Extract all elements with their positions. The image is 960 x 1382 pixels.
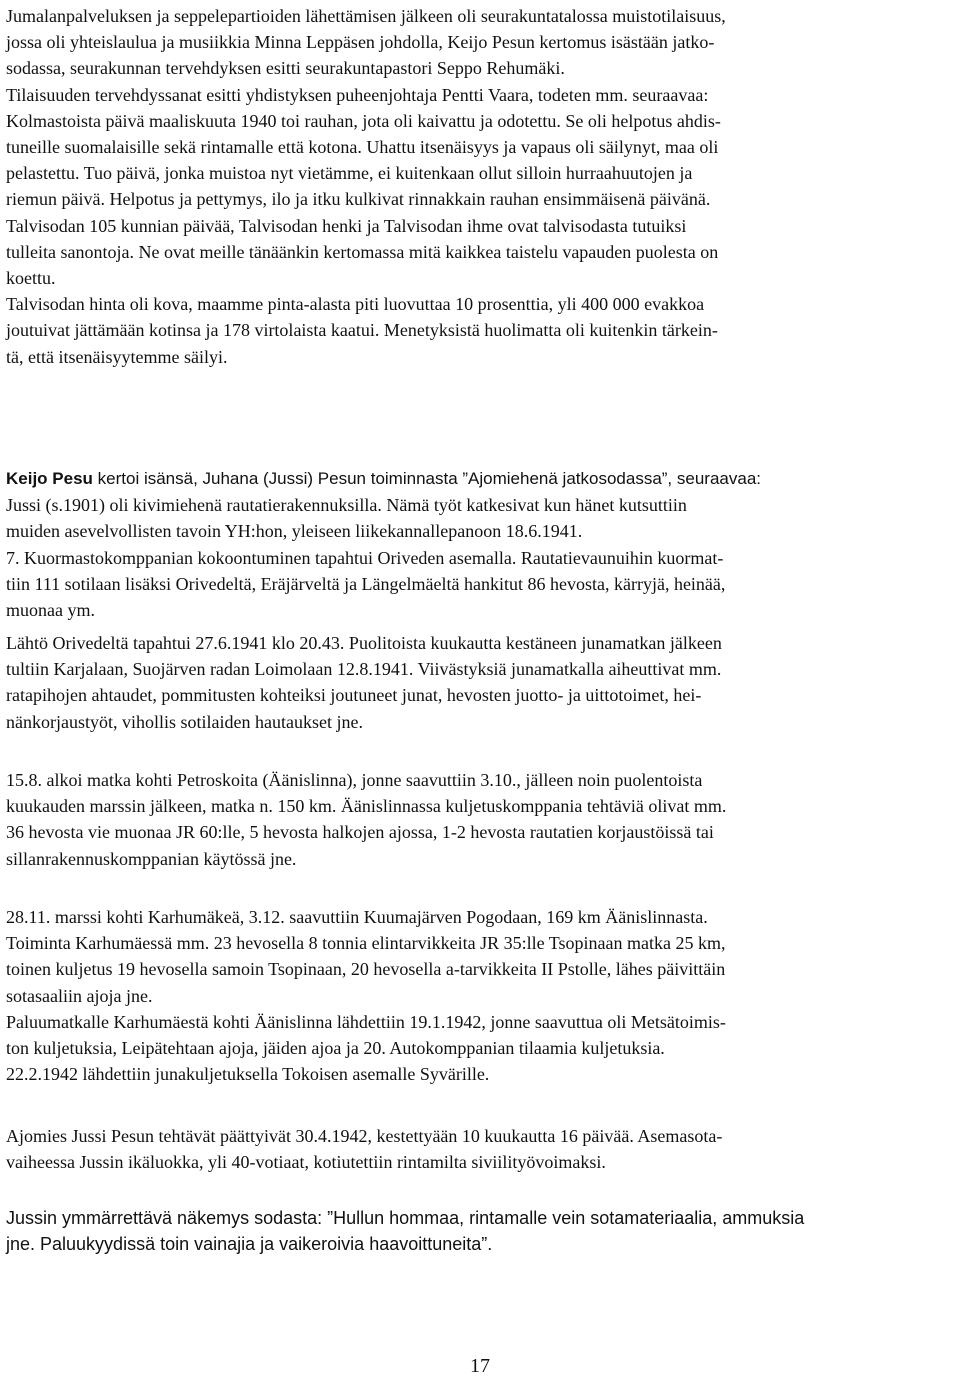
text-line: ton kuljetuksia, Leipätehtaan ajoja, jäiden ajoa ja 20. Autokomppanian tilaamia kuljetuksia. — [6, 1038, 665, 1059]
text-line: koettu. — [6, 268, 56, 289]
paragraph-keijo-pesu — [6, 465, 954, 623]
text-line: vaiheessa Jussin ikäluokka, yli 40-votiaat, kotiutettiin rintamilta siviilityövoimaksi. — [6, 1152, 606, 1173]
text-line: sodassa, seurakunnan tervehdyksen esitti seurakuntapastori Seppo Rehumäki. — [6, 58, 565, 79]
paragraph-memorial — [6, 3, 954, 370]
text-line: tultiin Karjalaan, Suojärven radan Loimolaan 12.8.1941. Viivästyksiä junamatkalla aiheuttivat mm. — [6, 659, 722, 680]
text-line: Ajomies Jussi Pesun tehtävät päättyivät 30.4.1942, kestettyään 10 kuukautta 16 päivää. Asemasota- — [6, 1126, 723, 1146]
text-line: tiin 111 sotilaan lisäksi Orivedeltä, Eräjärveltä ja Längelmäeltä hankitut 86 hevosta, kärryjä, heinää, — [6, 573, 726, 594]
text-line: Toiminta Karhumäessä mm. 23 hevosella 8 tonnia elintarvikkeita JR 35:lle Tsopinaan matka 25 km, — [6, 933, 726, 954]
text-line: jossa oli yhteislaulua ja musiikkia Minna Leppäsen johdolla, Keijo Pesun kertomus isästään jatko- — [6, 32, 715, 53]
text-line: joutuivat jättämään kotinsa ja 178 virtolaista kaatui. Menetyksistä huolimatta oli kuitenkin tärkein- — [6, 320, 718, 341]
text-line: tulleita sanontoja. Ne ovat meille tänäänkin kertomassa mitä kaikkea taistelu vapauden puolesta on — [6, 241, 719, 262]
text-line: Talvisodan hinta oli kova, maamme pinta-alasta piti luovuttaa 10 prosenttia, yli 400 000 evakkoa — [6, 294, 705, 315]
text-line: muiden asevelvollisten tavoin YH:hon, yleiseen liikekannallepanoon 18.6.1941. — [6, 521, 583, 542]
paragraph-duties-ended — [6, 1123, 954, 1175]
text-line: Jumalanpalveluksen ja seppelepartioiden lähettämisen jälkeen oli seurakuntatalossa muistotilaisuus, — [6, 6, 726, 26]
text-line: 15.8. alkoi matka kohti Petroskoita (Äänislinna), jonne saavuttiin 3.10., jälleen noin puolentoista — [6, 770, 703, 790]
text-line: sillanrakennuskomppanian käytössä jne. — [6, 848, 297, 869]
text-line: jne. Paluukyydissä toin vainajia ja vaikeroivia haavoittuneita”. — [6, 1234, 493, 1255]
text-line: Tilaisuuden tervehdyssanat esitti yhdistyksen puheenjohtaja Pentti Vaara, todeten mm. seuraavaa: — [6, 84, 709, 105]
text-line: toinen kuljetus 19 hevosella samoin Tsopinaan, 20 hevosella a-tarvikkeita II Pstolle, lähes päivittäin — [6, 959, 726, 980]
text-line: tuneille suomalaisille sekä rintamalle että kotona. Uhattu itsenäisyys ja vapaus oli säilynyt, maa oli — [6, 137, 719, 158]
paragraph-view-of-war — [6, 1205, 954, 1257]
paragraph-karhumaki — [6, 904, 954, 1087]
paragraph-departure — [6, 630, 954, 735]
text-line: Talvisodan 105 kunnian päivää, Talvisodan henki ja Talvisodan ihme ovat talvisodasta tutuiksi — [6, 215, 687, 236]
text-line: Jussin ymmärrettävä näkemys sodasta: ”Hullun hommaa, rintamalle vein sotamateriaalia, ammuksia — [6, 1208, 805, 1228]
paragraph-petroskoi — [6, 767, 954, 872]
author-name: Keijo Pesu — [6, 469, 93, 488]
text-line: 22.2.1942 lähdettiin junakuljetuksella Tokoisen asemalle Syvärille. — [6, 1064, 490, 1085]
text-line: tä, että itsenäisyytemme säilyi. — [6, 346, 228, 367]
text-line: pelastettu. Tuo päivä, jonka muistoa nyt vietämme, ei kuitenkaan ollut silloin hurraahuutojen ja — [6, 163, 693, 184]
document-page — [6, 0, 954, 1382]
text-line — [6, 465, 954, 492]
intro-text: kertoi isänsä, Juhana (Jussi) Pesun toiminnasta ”Ajomiehenä jatkosodassa”, seuraavaa: — [92, 469, 761, 488]
page-number: 17 — [470, 1355, 490, 1377]
text-line: muonaa ym. — [6, 600, 95, 621]
text-line: nänkorjaustyöt, vihollis sotilaiden hautaukset jne. — [6, 711, 363, 732]
text-line: Kolmastoista päivä maaliskuuta 1940 toi rauhan, jota oli kaivattu ja odotettu. Se oli helpotus ahdis- — [6, 110, 721, 131]
text-line: sotasaaliin ajoja jne. — [6, 985, 153, 1006]
text-line: kuukauden marssin jälkeen, matka n. 150 km. Äänislinnassa kuljetuskomppania tehtäviä olivat mm. — [6, 796, 727, 817]
text-line: Paluumatkalle Karhumäestä kohti Äänislinna lähdettiin 19.1.1942, jonne saavuttua oli Metsätoimis- — [6, 1011, 726, 1032]
text-line: Jussi (s.1901) oli kivimiehenä rautatierakennuksilla. Nämä työt katkesivat kun hänet kutsuttiin — [6, 495, 687, 516]
text-line: 36 hevosta vie muonaa JR 60:lle, 5 hevosta halkojen ajossa, 1-2 hevosta rautatien korjaustöissä tai — [6, 822, 714, 843]
text-line: 28.11. marssi kohti Karhumäkeä, 3.12. saavuttiin Kuumajärven Pogodaan, 169 km Äänislinnasta. — [6, 907, 708, 927]
text-line: 7. Kuormastokomppanian kokoontuminen tapahtui Oriveden asemalla. Rautatievaunuihin kuormat- — [6, 547, 724, 568]
text-line: ratapihojen ahtaudet, pommitusten kohteiksi joutuneet junat, hevosten juotto- ja uittotoimet, hei- — [6, 685, 702, 706]
text-line: Lähtö Orivedeltä tapahtui 27.6.1941 klo 20.43. Puolitoista kuukautta kestäneen junamatkan jälkeen — [6, 633, 722, 653]
text-line: riemun päivä. Helpotus ja pettymys, ilo ja itku kulkivat rinnakkain rauhan ensimmäisenä päivänä. — [6, 189, 711, 210]
